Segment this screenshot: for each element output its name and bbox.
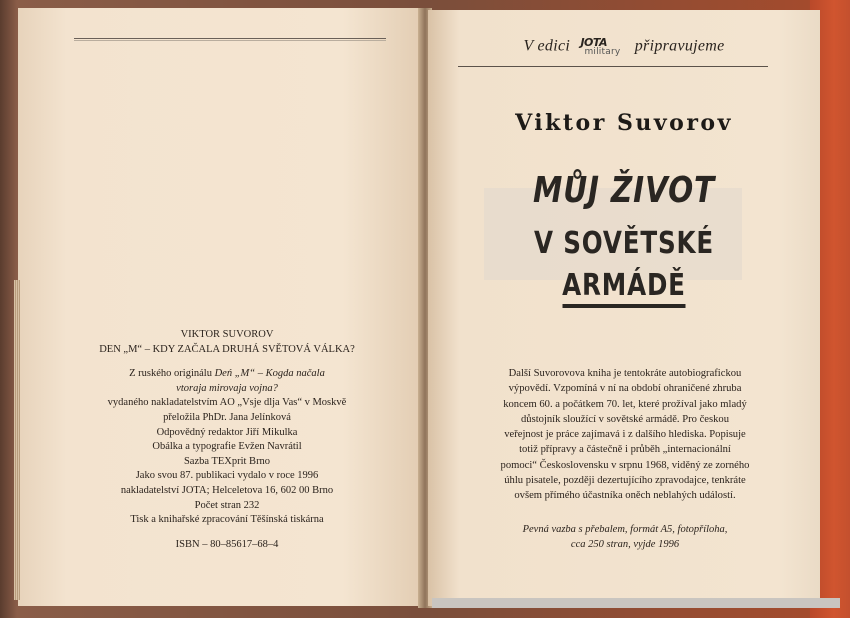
- description-line: totiž přípravy a částečně i průběh „internacionální: [519, 444, 731, 456]
- description-line: koncem 60. a počátkem 70. let, které prožíval jako mladý: [503, 398, 747, 410]
- imprint-publisher: nakladatelství JOTA; Helceletova 16, 602 00 Brno: [120, 484, 334, 496]
- imprint-cover: Obálka a typografie Evžen Navrátil: [152, 441, 302, 453]
- imprint-pages: Počet stran 232: [194, 499, 260, 511]
- jacket-bottom-edge: [432, 598, 840, 608]
- title-line-1: MŮJ ŽIVOT: [533, 170, 715, 211]
- description-line: veřejnost je práce zajímavá i z dalšího hlediska. Popisuje: [504, 429, 746, 441]
- left-page: [18, 8, 424, 606]
- imprint-translator: přeložila PhDr. Jana Jelínková: [163, 411, 291, 423]
- description-line: ovšem přímého účastníka oněch neblahých událostí.: [514, 490, 736, 502]
- description-line: důstojník sloužící v sovětské armádě. Pro českou: [520, 413, 729, 425]
- book-description: [472, 366, 778, 504]
- description-line: Další Suvorovova kniha je tentokráte autobiografickou: [508, 368, 742, 379]
- imprint-typeset: Sazba TEXprit Brno: [183, 455, 271, 467]
- imprint-title: DEN „M“ – KDY ZAČALA DRUHÁ SVĚTOVÁ VÁLKA?: [99, 343, 355, 355]
- imprint-edition: Jako svou 87. publikaci vydalo v roce 1996: [135, 470, 319, 482]
- book-author: Viktor Suvorov: [515, 110, 733, 136]
- imprint-printer: Tisk a knihařské zpracování Těšínská tiskárna: [130, 514, 324, 526]
- jota-military-logo: JOTA military: [580, 36, 621, 57]
- imprint-editor: Odpovědný redaktor Jiří Mikulka: [156, 426, 298, 438]
- description-line: pomoci“ Československu v srpnu 1968, viděný ze zorného: [500, 459, 750, 471]
- series-line: V edici JOTA military připravujeme: [523, 36, 725, 57]
- imprint-original: Z ruského originálu Deń „M“ – Kogda načala: [129, 368, 325, 380]
- format-note: Pevná vazba s přebalem, formát A5, fotopříloha, cca 250 stran, vyjde 1996: [522, 524, 728, 550]
- imprint-block: [66, 328, 388, 552]
- imprint-original-cont: vtoraja mirovaja vojna?: [176, 382, 278, 394]
- description-line: výpovědí. Vzpomíná v ní na období ohraničené zhruba: [508, 383, 742, 395]
- right-page: [428, 10, 820, 606]
- imprint-author: VIKTOR SUVOROV: [180, 329, 274, 340]
- page-edges: [14, 280, 20, 600]
- series-rule: [458, 66, 768, 67]
- title-line-3: ARMÁDĚ: [463, 268, 784, 303]
- imprint-publisher-orig: vydaného nakladatelstvím AO „Vsje dlja Vas“ v Moskvě: [107, 397, 347, 409]
- description-line: úhlu pisatele, později dezertujícího zpravodajce, tenkráte: [504, 475, 746, 487]
- header-rule: [74, 38, 386, 39]
- title-line-2: V SOVĚTSKÉ: [534, 226, 714, 261]
- imprint-isbn: ISBN – 80–85617–68–4: [175, 538, 279, 550]
